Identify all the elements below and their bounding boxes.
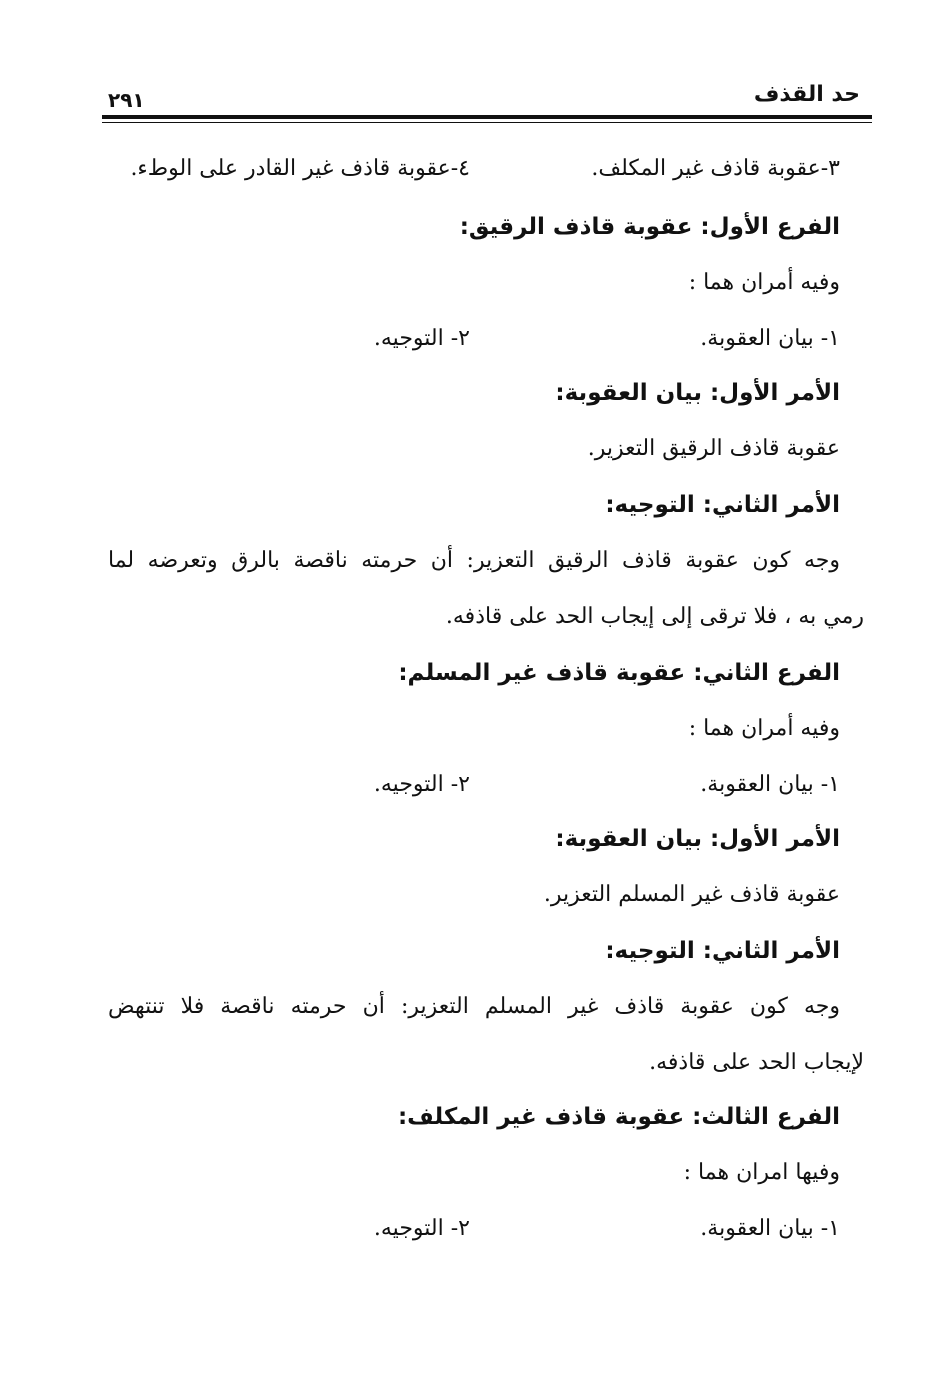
section-1-matter-2-heading: الأمر الثاني: التوجيه: — [605, 492, 840, 518]
section-1-heading: الفرع الأول: عقوبة قاذف الرقيق: — [459, 214, 840, 240]
running-header-title: حد القذف — [753, 82, 860, 107]
section-2-matter-1-heading: الأمر الأول: بيان العقوبة: — [555, 826, 840, 852]
section-1-intro: وفيه أمران هما : — [688, 270, 840, 295]
page-number: ٢٩١ — [108, 88, 145, 112]
section-1-matter-1-text: عقوبة قاذف الرقيق التعزير. — [587, 436, 840, 461]
section-2-matter-1-text: عقوبة قاذف غير المسلم التعزير. — [543, 882, 840, 907]
section-1-matter-1-heading: الأمر الأول: بيان العقوبة: — [555, 380, 840, 406]
section-2-heading: الفرع الثاني: عقوبة قاذف غير المسلم: — [398, 660, 840, 686]
section-1-matter-2-line-1: وجه كون عقوبة قاذف الرقيق التعزير: أن حرمته ناقصة بالرق وتعرضه لما — [108, 548, 840, 573]
section-3-item-1: ١- بيان العقوبة. — [700, 1216, 840, 1241]
section-3-item-2: ٢- التوجيه. — [373, 1216, 470, 1241]
header-rule-thin — [102, 122, 872, 123]
section-2-matter-2-heading: الأمر الثاني: التوجيه: — [605, 938, 840, 964]
section-2-item-2: ٢- التوجيه. — [373, 772, 470, 797]
section-1-item-1: ١- بيان العقوبة. — [700, 326, 840, 351]
section-3-heading: الفرع الثالث: عقوبة قاذف غير المكلف: — [397, 1104, 840, 1130]
section-2-item-1: ١- بيان العقوبة. — [700, 772, 840, 797]
section-1-item-2: ٢- التوجيه. — [373, 326, 470, 351]
header-rule-thick — [102, 115, 872, 119]
section-2-matter-2-line-2: لإيجاب الحد على قاذفه. — [649, 1050, 864, 1075]
section-1-matter-2-line-2: رمي به ، فلا ترقى إلى إيجاب الحد على قاذفه. — [445, 604, 864, 629]
section-3-intro: وفيها امران هما : — [683, 1160, 840, 1185]
section-2-matter-2-line-1: وجه كون عقوبة قاذف غير المسلم التعزير: أن حرمته ناقصة فلا تنتهض — [108, 994, 840, 1019]
intro-item-3: ٣-عقوبة قاذف غير المكلف. — [591, 156, 840, 181]
section-2-intro: وفيه أمران هما : — [688, 716, 840, 741]
intro-item-4: ٤-عقوبة قاذف غير القادر على الوطء. — [130, 156, 470, 181]
